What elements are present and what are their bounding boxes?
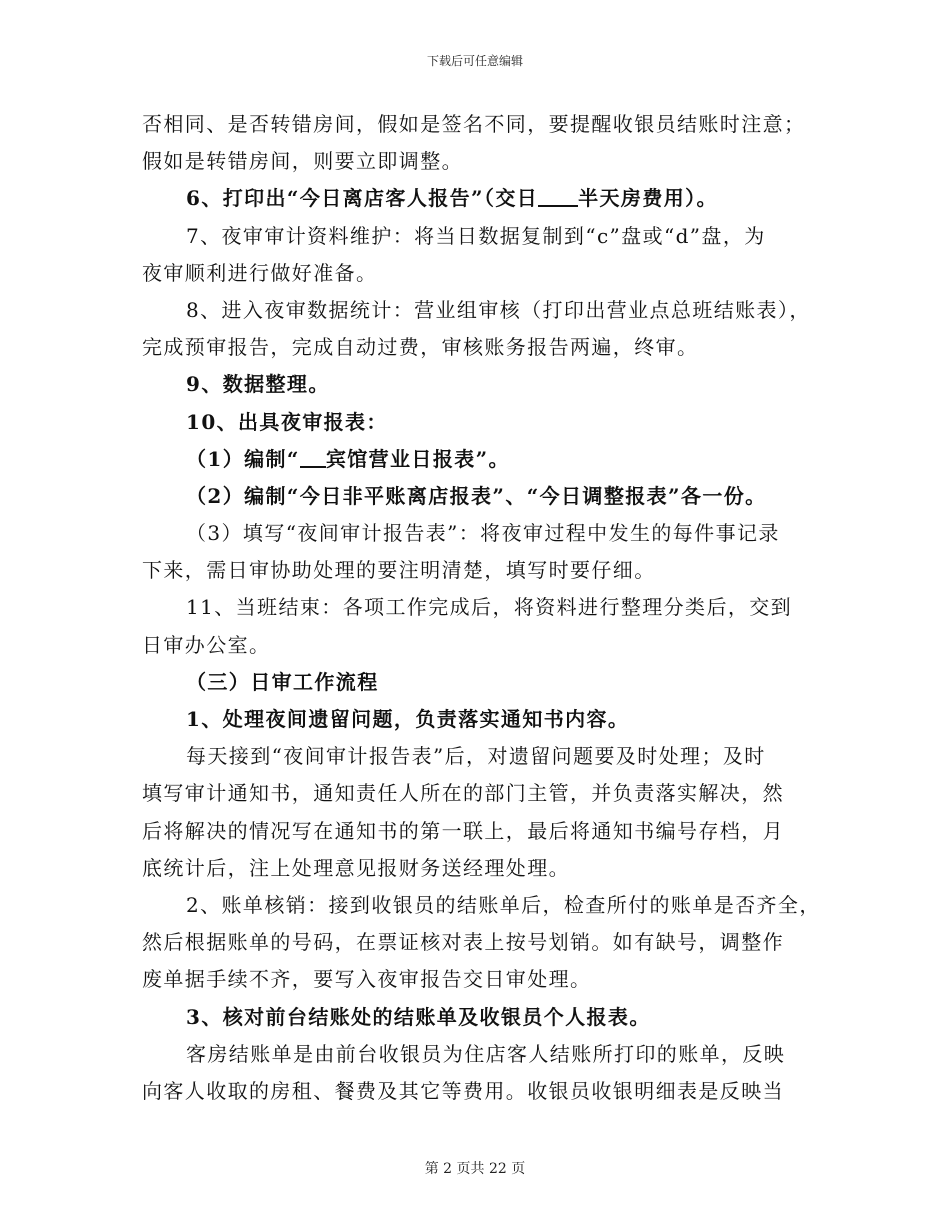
text-line: 底统计后，注上处理意见报财务送经理处理。	[142, 855, 570, 880]
text-line: 2、账单核销：接到收银员的结账单后，检查所付的账单是否齐全，	[186, 892, 821, 917]
step-1-heading: 1、处理夜间遗留问题，负责落实通知书内容。	[186, 707, 630, 731]
step-3-heading: 3、核对前台结账处的结账单及收银员个人报表。	[186, 1004, 651, 1029]
text-line: （3）填写“夜间审计报告表”：将夜审过程中发生的每件事记录	[186, 521, 780, 546]
text-line: 向客人收取的房租、餐费及其它等费用。收银员收银明细表是反映当	[142, 1078, 784, 1103]
text-line: 夜审顺利进行做好准备。	[142, 260, 378, 285]
item-6-heading	[142, 180, 822, 217]
text-line: 然后根据账单的号码，在票证核对表上按号划销。如有缺号，调整作	[142, 930, 784, 955]
text-line: 完成预审报告，完成自动过费，审核账务报告两遍，终审。	[142, 335, 699, 360]
page-header: 下载后可任意编辑	[426, 54, 523, 68]
document-body	[142, 106, 822, 1110]
item-6-text-start: 6、打印出“今日离店客人报告”（交日	[186, 186, 539, 211]
text-line: 下来，需日审协助处理的要注明清楚，填写时要仔细。	[142, 558, 656, 583]
text-line: 废单据手续不齐，要写入夜审报告交日审处理。	[142, 967, 592, 992]
item-9-heading: 9、数据整理。	[186, 372, 330, 397]
text-line: 填写审计通知书，通知责任人所在的部门主管，并负责落实解决，然	[142, 781, 784, 806]
text-line: 后将解决的情况写在通知书的第一联上，最后将通知书编号存档，月	[142, 818, 784, 843]
text-line: 7、夜审审计资料维护：将当日数据复制到“c”盘或“d”盘，为	[186, 223, 766, 248]
subitem-1-heading	[142, 441, 822, 478]
text-line: 客房结账单是由前台收银员为住店客人结账所打印的账单，反映	[186, 1041, 786, 1066]
fill-in-blank	[538, 187, 578, 207]
subitem-1-text-end: 宾馆营业日报表”。	[325, 446, 510, 471]
text-line: 11、当班结束：各项工作完成后，将资料进行整理分类后，交到	[186, 595, 793, 620]
item-10-heading: 10、出具夜审报表：	[186, 409, 388, 434]
subitem-2-heading: （2）编制“今日非平账离店报表”、“今日调整报表”各一份。	[186, 483, 767, 508]
text-line: 每天接到“夜间审计报告表”后，对遗留问题要及时处理；及时	[186, 744, 766, 769]
text-line: 日审办公室。	[142, 632, 271, 657]
text-line: 假如是转错房间，则要立即调整。	[142, 149, 463, 174]
fill-in-blank	[300, 448, 326, 468]
page-footer: 第 2 页共 22 页	[424, 1161, 526, 1177]
section-heading: （三）日审工作流程	[186, 669, 379, 694]
text-line: 否相同、是否转错房间，假如是签名不同，要提醒收银员结账时注意；	[142, 112, 806, 136]
item-6-text-end: 半天房费用）。	[578, 186, 718, 211]
subitem-1-text-start: （1）编制“	[186, 446, 300, 471]
text-line: 8、进入夜审数据统计：营业组审核（打印出营业点总班结账表），	[186, 297, 811, 322]
